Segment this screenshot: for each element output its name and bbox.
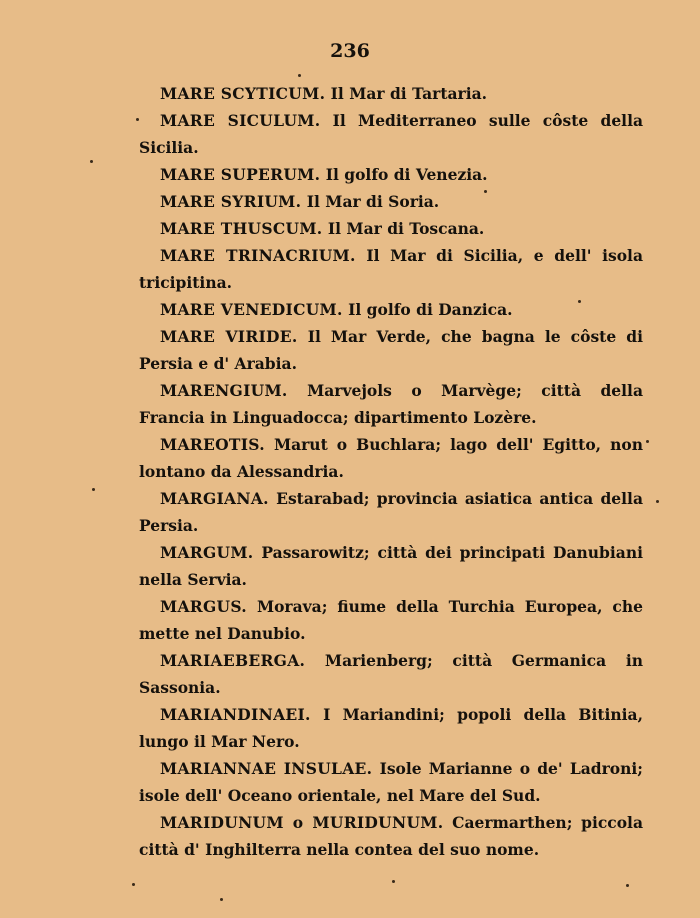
entry-headword: MARE SCYTICUM. <box>160 84 326 103</box>
dictionary-entry <box>139 647 643 701</box>
entry-definition: Marut o Buchlara; lago dell' Egitto, non lontano da Alessandria. <box>139 435 643 481</box>
entry-definition: Isole Marianne o de' Ladroni; isole dell' Oceano orientale, nel Mare del Sud. <box>139 759 644 805</box>
scan-speck <box>92 488 95 491</box>
scan-speck <box>392 880 395 883</box>
entry-headword: MARE SICULUM. <box>160 111 321 130</box>
scan-speck <box>578 300 581 303</box>
scan-speck <box>298 74 301 77</box>
scan-speck <box>484 190 487 193</box>
scan-speck <box>626 884 629 887</box>
dictionary-entry <box>139 242 643 296</box>
dictionary-entry <box>139 107 643 161</box>
dictionary-entry <box>139 188 643 215</box>
entry-headword: MARE SUPERUM. <box>160 165 321 184</box>
entry-headword: MARE SYRIUM. <box>160 192 302 211</box>
dictionary-entry <box>139 323 643 377</box>
scan-speck <box>646 440 649 443</box>
scan-speck <box>132 883 135 886</box>
scan-speck <box>220 898 223 901</box>
entry-headword: MARE VENEDICUM. <box>160 300 343 319</box>
entry-definition: Morava; fiume della Turchia Europea, che mette nel Danubio. <box>139 597 643 643</box>
entry-headword: MARENGIUM. <box>160 381 288 400</box>
entry-definition: Caermarthen; piccola città d' Inghilterra nella contea del suo nome. <box>139 813 643 859</box>
entry-headword: MARIANDINAEI. <box>160 705 311 724</box>
entry-definition: Il golfo di Venezia. <box>325 165 488 184</box>
entry-headword: MARIDUNUM o MURIDUNUM. <box>160 813 444 832</box>
dictionary-entry <box>139 215 643 242</box>
entry-definition: Il Mar Verde, che bagna le côste di Persia e d' Arabia. <box>139 327 643 373</box>
dictionary-entry <box>139 377 643 431</box>
dictionary-entry <box>139 485 643 539</box>
dictionary-entry <box>139 809 643 863</box>
dictionary-entry <box>139 296 643 323</box>
entry-headword: MARIANNAE INSULAE. <box>160 759 373 778</box>
entry-definition: Il Mar di Soria. <box>306 192 440 211</box>
entry-definition: I Mariandini; popoli della Bitinia, lungo il Mar Nero. <box>139 705 643 751</box>
entry-headword: MARIAEBERGA. <box>160 651 306 670</box>
entry-headword: MARE TRINACRIUM. <box>160 246 356 265</box>
scan-speck <box>90 160 93 163</box>
dictionary-entry <box>139 80 643 107</box>
entry-definition: Il Mar di Toscana. <box>327 219 485 238</box>
dictionary-entry <box>139 539 643 593</box>
dictionary-entry <box>139 161 643 188</box>
entry-definition: Passarowitz; città dei principati Danubiani nella Servia. <box>139 543 643 589</box>
entry-definition: Estarabad; provincia asiatica antica della Persia. <box>139 489 643 535</box>
dictionary-entry <box>139 755 643 809</box>
entry-headword: MARGUM. <box>160 543 254 562</box>
entry-headword: MARGUS. <box>160 597 247 616</box>
dictionary-entries <box>139 80 643 863</box>
dictionary-entry <box>139 701 643 755</box>
entry-headword: MARGIANA. <box>160 489 269 508</box>
entry-definition: Il Mar di Sicilia, e dell' isola tricipitina. <box>139 246 643 292</box>
entry-definition: Il golfo di Danzica. <box>348 300 513 319</box>
dictionary-entry <box>139 593 643 647</box>
entry-definition: Il Mediterraneo sulle côste della Sicilia. <box>139 111 643 157</box>
entry-headword: MAREOTIS. <box>160 435 265 454</box>
entry-headword: MARE THUSCUM. <box>160 219 323 238</box>
scan-speck <box>136 118 139 121</box>
page-number: 236 <box>330 40 370 62</box>
entry-definition: Marvejols o Marvège; città della Francia in Linguadocca; dipartimento Lozère. <box>139 381 643 427</box>
entry-headword: MARE VIRIDE. <box>160 327 298 346</box>
entry-definition: Marienberg; città Germanica in Sassonia. <box>139 651 643 697</box>
dictionary-entry <box>139 431 643 485</box>
scan-speck <box>656 500 659 503</box>
entry-definition: Il Mar di Tartaria. <box>330 84 488 103</box>
